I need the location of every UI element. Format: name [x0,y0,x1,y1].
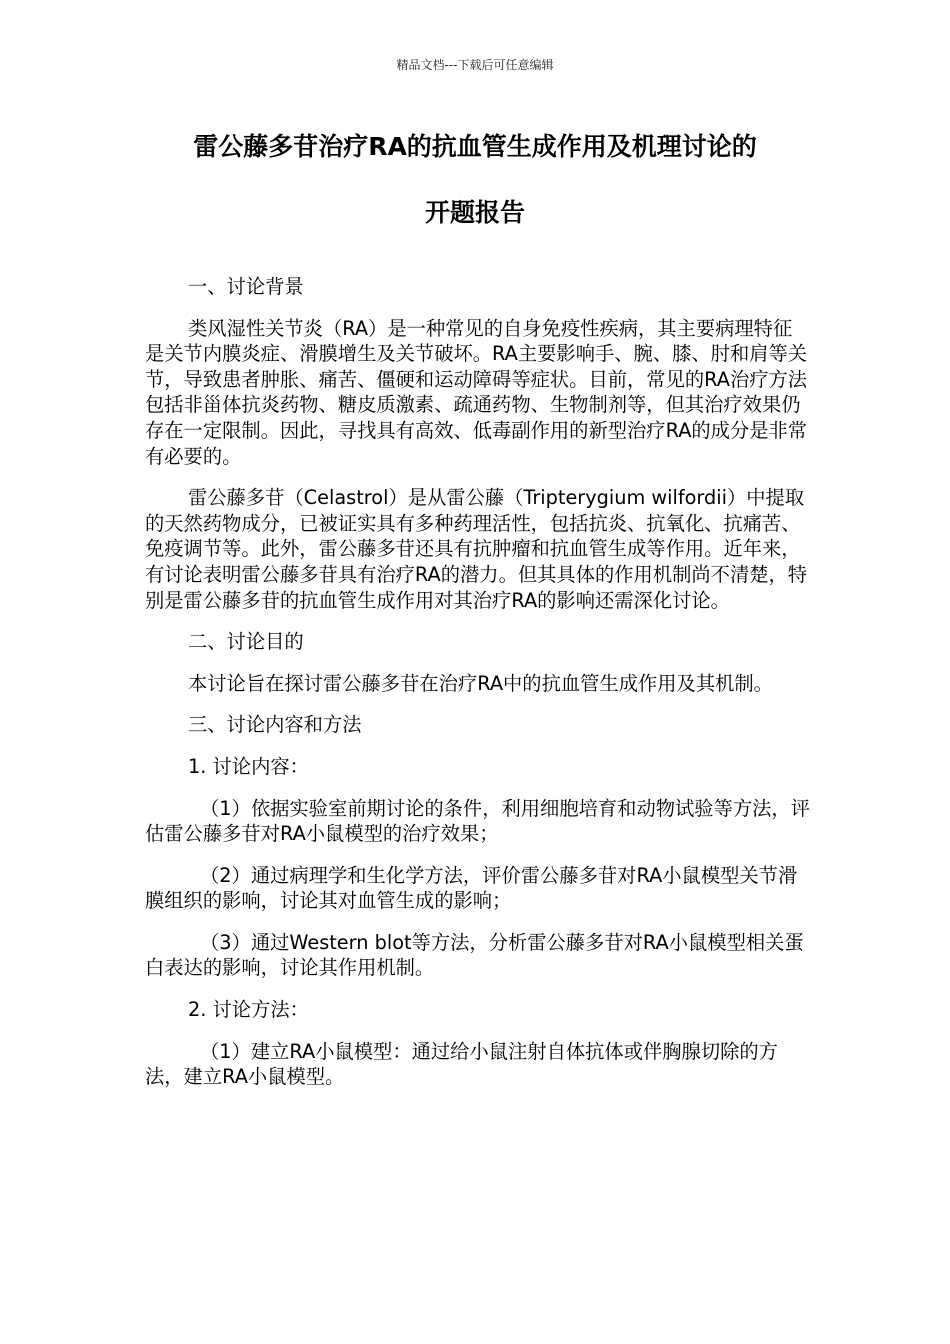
content-item-1: （1）依据实验室前期讨论的条件，利用细胞培育和动物试验等方法，评估雷公藤多苷对RA小鼠模型的治疗效果； [145,796,810,846]
page-header: 精品文档---下载后可任意编辑 [396,58,554,72]
paragraph-background-1: 类风湿性关节炎（RA）是一种常见的自身免疫性疾病，其主要病理特征是关节内膜炎症、滑膜增生及关节破坏。RA主要影响手、腕、膝、肘和肩等关节，导致患者肿胀、痛苦、僵硬和运动障碍等症状。目前，常见的RA治疗方法包括非甾体抗炎药物、糖皮质激素、疏通药物、生物制剂等，但其治疗效果仍存在一定限制。因此，寻找具有高效、低毒副作用的新型治疗RA的成分是非常有必要的。 [145,316,808,468]
subheading-content: 1. 讨论内容： [188,754,309,778]
document-title-line2: 开题报告 [424,198,525,227]
document-title-line1: 雷公藤多苷治疗RA的抗血管生成作用及机理讨论的 [193,132,757,161]
method-item-1: （1）建立RA小鼠模型：通过给小鼠注射自体抗体或伴胸腺切除的方法，建立RA小鼠模型。 [145,1039,778,1089]
paragraph-purpose: 本讨论旨在探讨雷公藤多苷在治疗RA中的抗血管生成作用及其机制。 [188,671,773,695]
content-item-3: （3）通过Western blot等方法，分析雷公藤多苷对RA小鼠模型相关蛋白表达的影响，讨论其作用机制。 [145,930,804,980]
document-body [145,274,810,1106]
section-heading-purpose: 二、讨论目的 [188,630,304,654]
section-heading-background: 一、讨论背景 [188,275,304,298]
section-heading-content-methods: 三、讨论内容和方法 [188,713,362,737]
subheading-methods: 2. 讨论方法： [188,998,309,1022]
content-item-2: （2）通过病理学和生化学方法，评价雷公藤多苷对RA小鼠模型关节滑膜组织的影响，讨论其对血管生成的影响； [145,863,798,913]
paragraph-background-2: 雷公藤多苷（Celastrol）是从雷公藤（Tripterygium wilfordii）中提取的天然药物成分，已被证实具有多种药理活性，包括抗炎、抗氧化、抗痛苦、免疫调节等。此外，雷公藤多苷还具有抗肿瘤和抗血管生成等作用。近年来，有讨论表明雷公藤多苷具有治疗RA的潜力。但其具体的作用机制尚不清楚，特别是雷公藤多苷的抗血管生成作用对其治疗RA的影响还需深化讨论。 [145,486,808,612]
